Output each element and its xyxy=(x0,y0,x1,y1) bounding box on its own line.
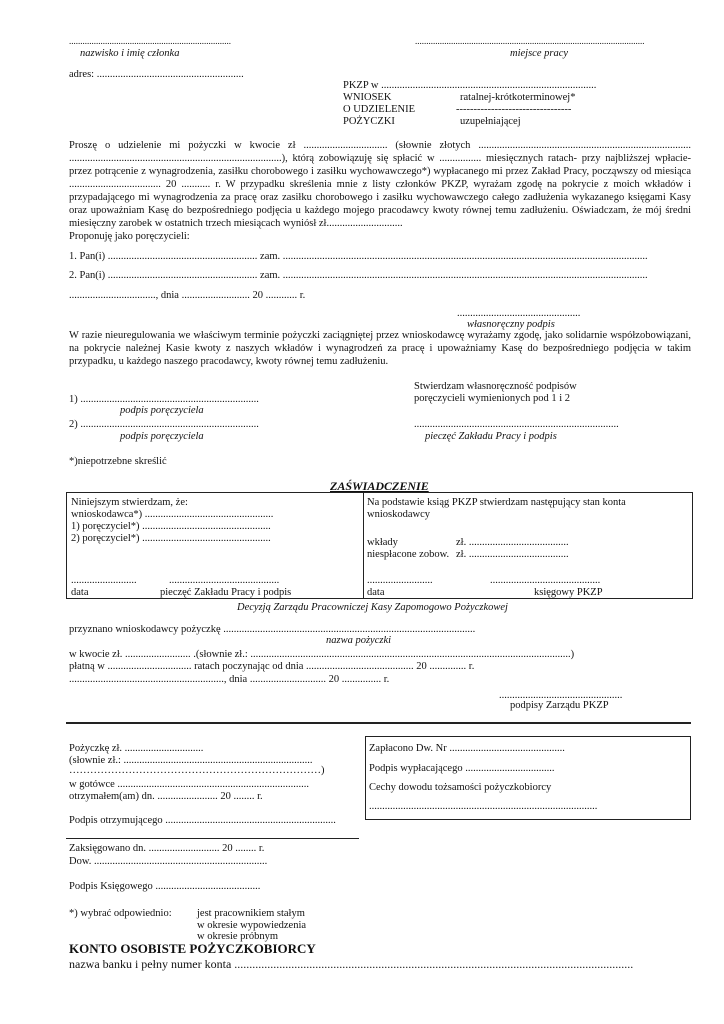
confirm-line-1: Stwierdzam własnoręczność podpisów xyxy=(414,381,577,392)
id-document-label: Cechy dowodu tożsamości pożyczkobiorcy xyxy=(369,782,552,793)
cert-left-stamp-label: pieczęć Zakładu Pracy i podpis xyxy=(160,587,292,598)
accountant-signature-field[interactable]: Podpis Księgowego ........................................ xyxy=(69,881,261,892)
request-paragraph: Proszę o udzielenie mi pożyczki w kwocie zł ................................ (słownie złotych ................................................................................. .................................................................................), którą zobowiązuję się spłacić w ................ miesięcznych ratach- przy najbliższej wpłacie- przez potrącenie z wynagrodzenia, zasiłku chorobowego i zasiłku wychowawczego*) wypłacanego mi przez Zakład Pracy, począwszy od miesiąca ................................... 20 ........... r. W przypadku skreślenia mnie z listy członków PKZP, wyrażam zgodę na pokrycie z moich wkładów i przypadającego mi wynagrodzenia za pracę oraz zasiłku chorobowego i zasiłku wychowawczego całego zadłużenia wykazanego księgami Kasy oraz upoważniam Kasę do bezpośredniego podjęcia u każdego mojego pracodawcy kwoty równej temu zadłużeniu. Oświadczam, że mój średni miesięczny zarobek w ostatnich trzech miesiącach wyniósł zł............................. xyxy=(69,140,691,229)
option-ratalna: ratalnej-krótkoterminowej* xyxy=(460,92,576,103)
decision-installments-field[interactable]: płatną w ................................ ratach poczynając od dnia ......................................... 20 .............. r. xyxy=(69,661,475,672)
dow-field[interactable]: Dow. .................................................................. xyxy=(69,856,268,867)
cert-unpaid-field[interactable]: zł. ...................................... xyxy=(456,549,569,560)
paid-number-field[interactable]: Zapłacono Dw. Nr ............................................ xyxy=(369,743,565,754)
title-pozyczki: POŻYCZKI xyxy=(343,116,395,127)
cert-right-line-2: wnioskodawcy xyxy=(367,509,430,520)
granted-loan-field[interactable]: przyznano wnioskodawcy pożyczkę ................................................................................................ xyxy=(69,624,476,635)
bank-account-field[interactable]: nazwa banku i pełny numer konta ..................................................................................................................................... xyxy=(69,957,634,971)
account-title: KONTO OSOBISTE POŻYCZKOBIORCY xyxy=(69,941,316,956)
option-divider: --------------------------------- xyxy=(456,104,572,115)
payout-amount-field[interactable]: Pożyczkę zł. .............................. xyxy=(69,743,204,754)
id-document-field[interactable]: ....................................................................................... xyxy=(369,801,598,812)
decision-line: Decyzją Zarządu Pracowniczej Kasy Zapomogowo Pożyczkowej xyxy=(237,602,508,613)
section-divider xyxy=(66,722,691,724)
applicant-signature-label: własnoręczny podpis xyxy=(467,319,555,330)
choose-footnote: *) wybrać odpowiednio: xyxy=(69,908,172,919)
workplace-dots[interactable]: ...................................................................................................... xyxy=(415,36,645,46)
address-field[interactable]: adres: ........................................................ xyxy=(69,69,244,80)
title-udzielenie: O UDZIELENIE xyxy=(343,104,416,115)
request-date-field[interactable]: ................................., dnia .......................... 20 ............ r. xyxy=(69,290,306,301)
guarantor-2-field[interactable]: 2. Pan(i) ......................................................... zam. ........................................................................................................................................... xyxy=(69,270,648,281)
guarantor-1-signature-field[interactable]: 1) .................................................................... xyxy=(69,394,259,405)
name-label: nazwisko i imię członka xyxy=(80,48,180,59)
cert-guarantor-2-field[interactable]: 2) poręczyciel*) ................................................. xyxy=(71,533,271,544)
payout-cash-field[interactable]: w gotówce ......................................................................... xyxy=(69,779,310,790)
cert-right-date-field[interactable]: ......................... xyxy=(367,575,433,586)
cert-applicant-field[interactable]: wnioskodawca*) ................................................. xyxy=(71,509,274,520)
loan-name-label: nazwa pożyczki xyxy=(326,635,392,646)
guarantor-1-signature-label: podpis poręczyciela xyxy=(120,405,204,416)
name-dots[interactable]: ........................................................................ xyxy=(69,36,231,46)
stamp-label: pieczęć Zakładu Pracy i podpis xyxy=(425,431,557,442)
booked-date-field[interactable]: Zaksięgowano dn. ........................... 20 ........ r. xyxy=(69,843,265,854)
cert-left-date-field[interactable]: ......................... xyxy=(71,575,137,586)
recipient-signature-field[interactable]: Podpis otrzymującego ................................................................. xyxy=(69,815,336,826)
guarantor-2-signature-label: podpis poręczyciela xyxy=(120,431,204,442)
cert-left-line-1: Niniejszym stwierdzam, że: xyxy=(71,497,188,508)
cert-right-line-1: Na podstawie ksiąg PKZP stwierdzam następujący stan konta xyxy=(367,497,626,508)
applicant-signature-field[interactable]: ............................................... xyxy=(457,308,581,319)
payout-divider xyxy=(66,838,359,839)
cert-deposits-field[interactable]: zł. ...................................... xyxy=(456,537,569,548)
stamp-field[interactable]: .............................................................................. xyxy=(414,419,619,430)
payout-words-field[interactable]: (słownie zł.: ........................................................................ xyxy=(69,755,313,766)
received-date-field[interactable]: otrzymałem(am) dn. ....................... 20 ........ r. xyxy=(69,791,263,802)
decision-amount-field[interactable]: w kwocie zł. ......................... .(słownie zł.: ..........................................................................................................................) xyxy=(69,649,575,660)
option-uzupelniajaca: uzupełniającej xyxy=(460,116,521,127)
workplace-label: miejsce pracy xyxy=(510,48,569,59)
guarantor-1-field[interactable]: 1. Pan(i) ......................................................... zam. ........................................................................................................................................... xyxy=(69,251,648,262)
option-permanent: jest pracownikiem stałym xyxy=(197,908,305,919)
confirm-line-2: poręczycieli wymienionych pod 1 i 2 xyxy=(414,393,570,404)
cert-left-date-label: data xyxy=(71,587,89,598)
guarantors-intro: Proponuję jako poręczycieli: xyxy=(69,231,190,242)
certificate-title: ZAŚWIADCZENIE xyxy=(330,479,429,493)
footnote-strike: *)niepotrzebne skreślić xyxy=(69,456,167,467)
cert-deposits-label: wkłady xyxy=(367,537,398,548)
title-wniosek: WNIOSEK xyxy=(343,92,392,103)
pkzp-field[interactable]: PKZP w .................................................................................. xyxy=(343,80,597,91)
board-signature-label: podpisy Zarządu PKZP xyxy=(510,700,609,711)
guarantee-paragraph: W razie nieuregulowania we właściwym terminie pożyczki zaciągniętej przez wnioskodawcę wyrażamy zgodę, jako solidarnie współzobowiązani, na pokrycie należnej Kasie kwoty z naszych wkładów i wynagrodzeń za pracę i upoważniamy Kasę do bezpośredniego podjęcia w takim przypadku, u każdego naszego pracodawcy, kwoty równej temu zadłużeniu. xyxy=(69,330,691,367)
option-trial: w okresie próbnym xyxy=(197,931,279,942)
guarantor-2-signature-field[interactable]: 2) .................................................................... xyxy=(69,419,259,430)
cert-unpaid-label: niespłacone zobow. xyxy=(367,549,450,560)
cert-accountant-field[interactable]: .......................................... xyxy=(490,575,601,586)
cert-left-stamp-field[interactable]: .......................................... xyxy=(169,575,280,586)
cert-accountant-label: księgowy PKZP xyxy=(534,587,603,598)
cert-guarantor-1-field[interactable]: 1) poręczyciel*) ................................................. xyxy=(71,521,271,532)
paying-signature-field[interactable]: Podpis wypłacającego .................................. xyxy=(369,763,555,774)
cert-right-date-label: data xyxy=(367,587,385,598)
option-notice: w okresie wypowiedzenia xyxy=(197,920,307,931)
board-signature-field[interactable]: ............................................... xyxy=(499,690,623,701)
decision-date-field[interactable]: ..........................................................., dnia ............................. 20 ............... r. xyxy=(69,674,390,685)
payout-words-continued[interactable]: ………………………………………………………………) xyxy=(69,765,325,776)
